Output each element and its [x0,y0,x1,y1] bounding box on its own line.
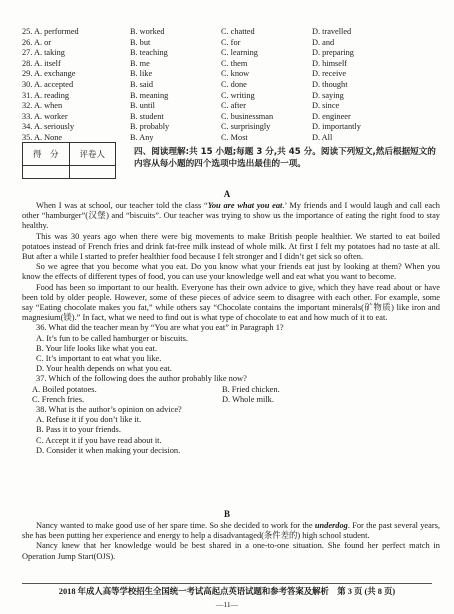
passage-a-letter: A [223,189,231,199]
option-row [22,122,442,133]
option: 29. A. exchange [22,69,76,79]
option: 26. A. or [22,37,52,47]
score-table [22,142,116,166]
cloze-options-grid [22,27,442,144]
option: D. himself [312,58,348,68]
text: Nancy wanted to make good use of her spare time. So she decided to work for the [36,521,315,530]
answer-option-row [32,385,440,395]
option: B. but [130,37,151,47]
answer-option: C. French fries. [32,394,85,404]
answer-option: B. Fried chicken. [222,384,280,394]
footer-divider [22,583,432,584]
option: D. since [312,101,340,111]
option-row [22,91,442,102]
option: C. businessman [221,111,274,121]
option: C. them [221,58,248,68]
option-row [22,27,442,38]
option-row [22,48,442,59]
answer-option: C. It’s important to eat what you like. [36,354,162,364]
option: C. chatted [221,27,255,36]
option: 31. A. reading [22,90,70,100]
option: 30. A. accepted [22,79,74,89]
answer-option-row [32,395,440,405]
paragraph: Food has been so important to our health. Everyone has their own advice to give, which they have read about or have been told by older people. However, some of these pieces of advice seem to disagree with each other. For example, some say “Eating chocolate makes you fat,” while others say “Chocolate contains the important minerals(矿物质) like iron and magnesium(镁).” In fact, what we need to find out is what type of chocolate to eat and how much of it to eat. [22,282,440,323]
answer-option: D. Your health depends on what you eat. [36,364,172,374]
option-row [22,80,442,91]
option-row [22,69,442,80]
passage-a [22,201,440,456]
option: B. probably [130,122,170,132]
question-stem: 38. What is the author’s opinion on advice? [36,405,182,415]
option: C. writing [221,90,255,100]
paragraph [22,521,440,541]
option: 35. A. None [22,132,63,142]
option: B. meaning [130,90,169,100]
option: 33. A. worker [22,111,68,121]
emphasis-text: You are what you eat [207,201,283,210]
option: C. for [221,37,241,47]
paragraph: Nancy knew that her knowledge would be best shared in a one-to-one situation. She found her perfect match in Operation Jump Start(OJS). [22,541,440,561]
option: B. teaching [130,48,168,58]
passage-b-letter: B [223,509,230,519]
answer-option: C. Accept it if you have read about it. [36,435,162,445]
text: When I was at school, our teacher told the class “ [36,201,208,210]
option: D. preparing [312,48,354,58]
option: B. worked [130,27,165,36]
option-row [22,59,442,70]
answer-option: A. It’s fun to be called hamburger or biscuits. [36,333,188,343]
option: B. until [130,101,155,111]
option: C. done [221,79,247,89]
paragraph: So we agree that you become what you eat. Do you know what your friends eat just by looking at them? When you know the effects of different types of food, you can use your knowledge well and eat what you want to become. [22,262,440,282]
page-number: —11— [215,600,239,609]
option: 25. A. performed [22,27,79,36]
paragraph [22,201,440,232]
section-heading: 四、阅读理解:共 15 小题;每题 3 分,共 45 分。阅读下列短文,然后根据短文的内容从每小题的四个选项中选出最佳的一项。 [134,147,436,169]
option: D. All [312,132,333,142]
question-stem: 36. What did the teacher mean by “You are what you eat” in Paragraph 1? [36,323,284,333]
option: 27. A. taking [22,48,65,58]
reviewer-label: 评卷人 [69,143,116,165]
paragraph: This was 30 years ago when there were big movements to make British people healthier. We started to eat boiled potatoes instead of French fries and drink fat-free milk instead of whole milk. At first I felt my potatoes had no taste at all. But after a while I started to prefer healthier food because I felt stronger and I didn’t get sick so often. [22,231,440,262]
answer-option: A. Refuse it if you don’t like it. [36,415,142,425]
emphasis-text: underdog [314,521,348,530]
option: C. Most [221,132,248,142]
option: D. thought [312,79,348,89]
option-row [22,38,442,49]
text: .’ My friends and I would laugh and call each other “hamburger”(汉堡) and “biscuits”. Our teacher was trying to show us the importance of eating the right food to stay healthy. [22,201,440,231]
option-row [22,101,442,112]
passage-b [22,521,440,562]
answer-option: B. Pass it to your friends. [36,425,121,435]
text: . For the past several years, she has been putting her experience and energy to help a disadvantaged(条件差的) high school student. [22,521,440,541]
option: 34. A. seriously [22,122,75,132]
option: C. after [221,101,246,111]
option: C. know [221,69,250,79]
answer-option: D. Whole milk. [222,394,274,404]
option: C. learning [221,48,258,58]
option: D. saying [312,90,344,100]
answer-option: B. Your life looks like what you eat. [36,343,157,353]
option: B. student [130,111,164,121]
option: D. importantly [312,122,361,132]
option: B. Any [130,132,154,142]
option: B. said [130,79,154,89]
option: D. receive [312,69,347,79]
option: 28. A. itself [22,58,61,68]
option: D. engineer [312,111,351,121]
page-footer: 2018 年成人高等学校招生全国统一考试高起点英语试题和参考答案及解析 第 3 页 (共 8 页) [58,587,396,596]
option: B. me [130,58,150,68]
score-entry-cells [22,164,116,179]
answer-option: D. Consider it when making your decision. [36,445,181,455]
option-row [22,112,442,123]
option: C. surprisingly [221,122,271,132]
option: B. like [130,69,153,79]
option: 32. A. when [22,101,63,111]
score-label: 得 分 [32,149,59,159]
question-stem: 37. Which of the following does the author probably like now? [36,374,247,384]
option: D. travelled [312,27,352,36]
option: D. and [312,37,335,47]
answer-option: A. Boiled potatoes. [32,384,97,394]
